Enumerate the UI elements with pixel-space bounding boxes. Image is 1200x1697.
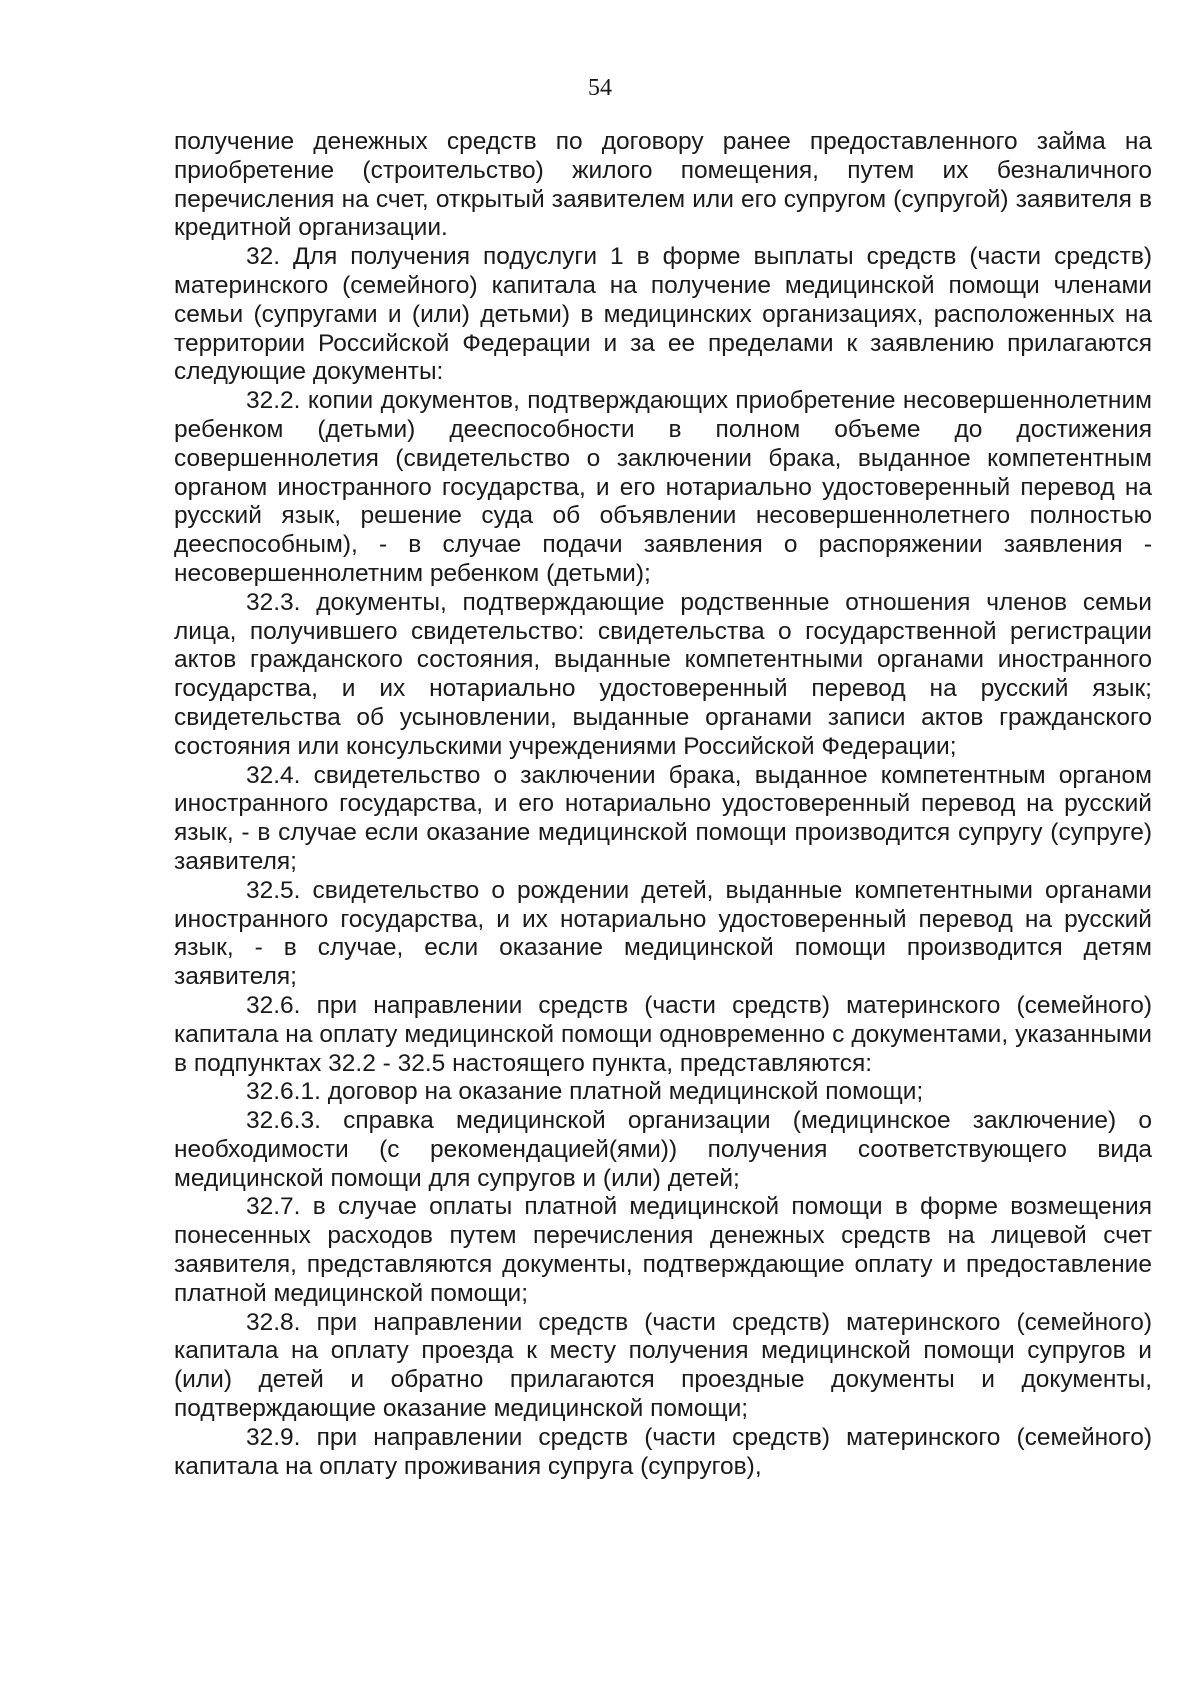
paragraph-32: 32. Для получения подуслуги 1 в форме выплаты средств (части средств) материнского (семейного) капитала на получение медицинской помощи членами семьи (супругами и (или) детьми) в медицинских организациях, расположенных на территории Российской Федерации и за ее пределами к заявлению прилагаются следующие документы: <box>174 243 1152 386</box>
paragraph-32-6-1: 32.6.1. договор на оказание платной медицинской помощи; <box>246 1078 924 1106</box>
paragraph-32-3: 32.3. документы, подтверждающие родственные отношения членов семьи лица, получившего свидетельство: свидетельства о государственной регистрации актов гражданского состояния, выданные компетентными органами иностранного государства, и их нотариально удостоверенный перевод на русский язык; свидетельства об усыновлении, выданные органами записи актов гражданского состояния или консульскими учреждениями Российской Федерации; <box>174 588 1152 760</box>
paragraph-32-8: 32.8. при направлении средств (части средств) материнского (семейного) капитала на оплату проезда к месту получения медицинской помощи супругов и (или) детей и обратно прилагаются проездные документы и документы, подтверждающие оказание медицинской помощи; <box>174 1308 1152 1423</box>
document-body <box>174 128 1152 1481</box>
paragraph-32-9: 32.9. при направлении средств (части средств) материнского (семейного) капитала на оплату проживания супруга (супругов), <box>174 1423 1152 1480</box>
paragraph-32-7: 32.7. в случае оплаты платной медицинской помощи в форме возмещения понесенных расходов путем перечисления денежных средств на лицевой счет заявителя, представляются документы, подтверждающие оплату и предоставление платной медицинской помощи; <box>174 1193 1152 1307</box>
paragraph-32-4: 32.4. свидетельство о заключении брака, выданное компетентным органом иностранного государства, и его нотариально удостоверенный перевод на русский язык, - в случае если оказание медицинской помощи производится супругу (супруге) заявителя; <box>174 761 1152 875</box>
paragraph-32-6: 32.6. при направлении средств (части средств) материнского (семейного) капитала на оплату медицинской помощи одновременно с документами, указанными в подпунктах 32.2 - 32.5 настоящего пункта, представляются: <box>174 991 1152 1077</box>
page-number: 54 <box>588 75 612 101</box>
paragraph-32-5: 32.5. свидетельство о рождении детей, выданные компетентными органами иностранного государства, и их нотариально удостоверенный перевод на русский язык, - в случае, если оказание медицинской помощи производится детям заявителя; <box>174 876 1152 991</box>
paragraph-32-2: 32.2. копии документов, подтверждающих приобретение несовершеннолетним ребенком (детьми) дееспособности в полном объеме до достижения совершеннолетия (свидетельство о заключении брака, выданное компетентным органом иностранного государства, и его нотариально удостоверенный перевод на русский язык, решение суда об объявлении несовершеннолетнего полностью дееспособным), - в случае подачи заявления о распоряжении заявления - несовершеннолетним ребенком (детьми); <box>174 387 1152 587</box>
paragraph-32-6-3: 32.6.3. справка медицинской организации (медицинское заключение) о необходимости (с рекомендацией(ями)) получения соответствующего вида медицинской помощи для супругов и (или) детей; <box>174 1107 1152 1192</box>
paragraph-continuation: получение денежных средств по договору ранее предоставленного займа на приобретение (строительство) жилого помещения, путем их безналичного перечисления на счет, открытый заявителем или его супругом (супругой) заявителя в кредитной организации. <box>174 128 1152 242</box>
